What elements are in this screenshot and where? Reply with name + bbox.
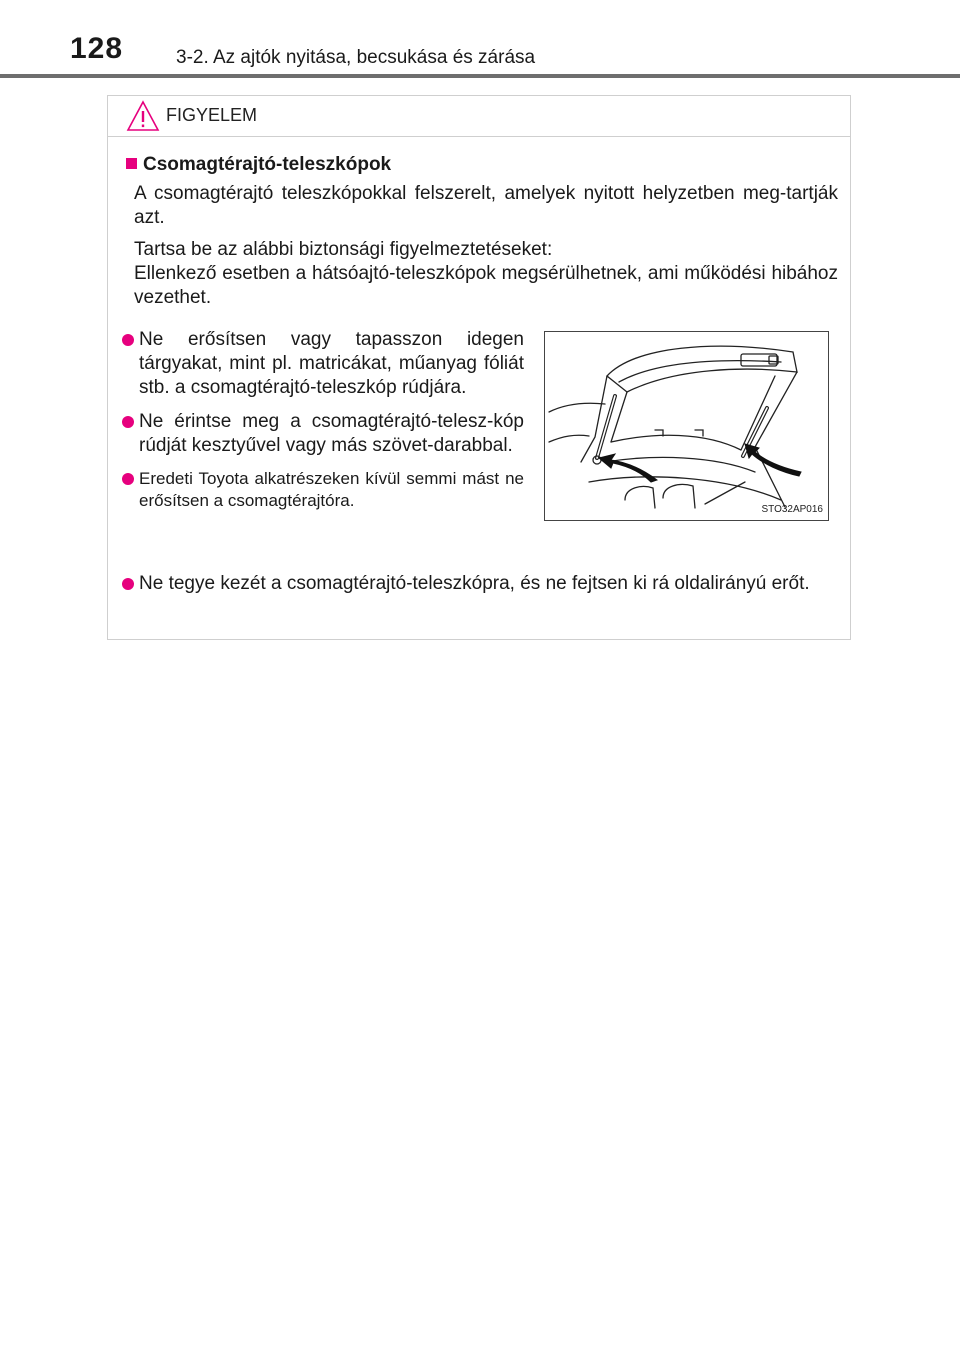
list-item-text: Ne erősítsen vagy tapasszon idegen tárgyakat, mint pl. matricákat, műanyag fóliát stb. a csomagtérajtó-teleszkóp rúdjára. [139, 329, 524, 398]
paragraph-2-line-1: Tartsa be az alábbi biztonsági figyelmeztetéseket: [134, 239, 553, 260]
paragraph-1: A csomagtérajtó teleszkópokkal felszerelt, amelyek nyitott helyzetben meg-tartják azt. [134, 183, 838, 228]
header-rule [0, 74, 960, 78]
list-item-text: Eredeti Toyota alkatrészeken kívül semmi mást ne erősítsen a csomagtérajtóra. [139, 469, 524, 510]
paragraph-2-line-2: Ellenkező esetben a hátsóajtó-teleszkópok megsérülhetnek, ami működési hibához vezethet. [134, 263, 838, 308]
list-item [122, 572, 859, 596]
list-item [122, 410, 524, 458]
bullet-dot-icon [122, 578, 134, 590]
list-item-text: Ne tegye kezét a csomagtérajtó-teleszkópra, és ne fejtsen ki rá oldalirányú erőt. [139, 573, 810, 594]
bullet-dot-icon [122, 473, 134, 485]
bullet-dot-icon [122, 334, 134, 346]
subheading-text: Csomagtérajtó-teleszkópok [143, 154, 392, 175]
figure-code: STO32AP016 [761, 504, 823, 515]
warning-label: FIGYELEM [166, 105, 258, 125]
liftgate-drawing [545, 332, 828, 520]
list-item-text: Ne érintse meg a csomagtérajtó-telesz-kóp rúdját kesztyűvel vagy más szövet-darabbal. [139, 411, 524, 456]
list-item [122, 468, 524, 512]
square-marker-icon [126, 158, 137, 169]
subheading [126, 154, 391, 176]
bullet-dot-icon [122, 416, 134, 428]
list-item [122, 328, 524, 400]
warning-box [107, 95, 851, 640]
warning-header [108, 96, 850, 137]
bullet-list [122, 328, 524, 522]
warning-triangle-icon [126, 100, 160, 132]
paragraph-2 [134, 238, 838, 310]
section-title: 3-2. Az ajtók nyitása, becsukása és zárása [176, 47, 536, 68]
liftgate-strut-illustration [544, 331, 829, 521]
page-number: 128 [70, 32, 124, 65]
page-header [0, 0, 960, 80]
